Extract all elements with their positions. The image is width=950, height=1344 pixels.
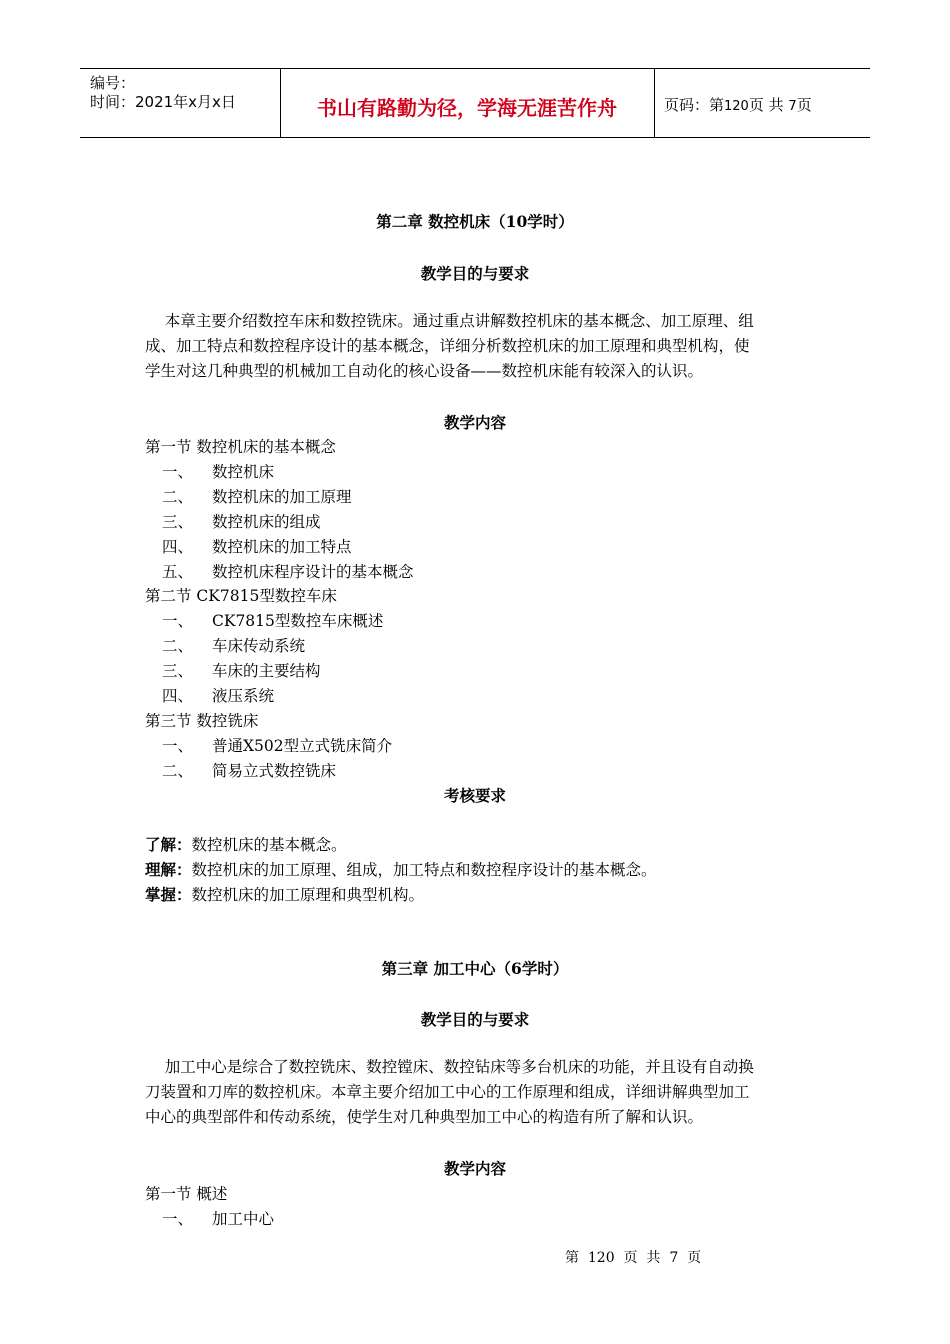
list-item: 三、 数控机床的组成 xyxy=(162,513,321,531)
section-title: 第一节 数控机床的基本概念 xyxy=(145,438,336,456)
page-code: 页码：第120页 共 7页 xyxy=(664,96,812,114)
list-item: 二、 简易立式数控铣床 xyxy=(162,762,337,780)
header-middle-cell xyxy=(280,69,655,137)
chapter3-goal-paragraph: 加工中心是综合了数控铣床、数控镗床、数控钻床等多台机床的功能，并且设有自动换 刀装置和刀库的数控机床。本章主要介绍加工中心的工作原理和组成，详细讲解典型加工 中心的典型部件和传动系统，使学生对几种典型加工中心的构造有所了解和认识。 xyxy=(145,1058,754,1126)
chapter2-title: 第二章 数控机床（10学时） xyxy=(376,212,574,231)
chapter3-content-heading: 教学内容 xyxy=(443,1159,506,1178)
chapter3-goal-heading: 教学目的与要求 xyxy=(420,1010,530,1029)
list-item: 五、 数控机床程序设计的基本概念 xyxy=(162,563,414,581)
list-item: 一、 加工中心 xyxy=(162,1210,275,1228)
number-label: 编号： xyxy=(90,74,136,92)
section-title: 第二节 CK7815型数控车床 xyxy=(145,587,337,605)
section-title: 第一节 概述 xyxy=(145,1185,228,1203)
list-item: 一、 普通X502型立式铣床简介 xyxy=(162,737,393,755)
time-label: 时间：2021年x月x日 xyxy=(90,93,236,111)
chapter3-title: 第三章 加工中心（6学时） xyxy=(381,959,569,978)
assessment-heading: 考核要求 xyxy=(443,786,506,805)
motto: 书山有路勤为径，学海无涯苦作舟 xyxy=(317,96,617,120)
chapter2-goal-paragraph: 本章主要介绍数控车床和数控铣床。通过重点讲解数控机床的基本概念、加工原理、组 成、加工特点和数控程序设计的基本概念，详细分析数控机床的加工原理和典型机构，使 学生对这几种典型的机械加工自动化的核心设备——数控机床能有较深入的认识。 xyxy=(145,312,754,380)
list-item: 一、 数控机床 xyxy=(162,463,275,481)
header-left-cell xyxy=(80,69,281,137)
list-item: 四、 液压系统 xyxy=(162,687,275,705)
list-item: 一、 CK7815型数控车床概述 xyxy=(162,612,384,630)
page-header xyxy=(80,68,870,138)
list-item: 四、 数控机床的加工特点 xyxy=(162,538,352,556)
chapter2-goal-heading: 教学目的与要求 xyxy=(420,264,530,283)
assessment-item: 理解：数控机床的加工原理、组成，加工特点和数控程序设计的基本概念。 xyxy=(145,860,657,879)
header-right-cell xyxy=(654,69,870,137)
list-item: 二、 数控机床的加工原理 xyxy=(162,488,352,506)
list-item: 三、 车床的主要结构 xyxy=(162,662,321,680)
assessment-item: 了解：数控机床的基本概念。 xyxy=(145,835,347,854)
assessment-item: 掌握：数控机床的加工原理和典型机构。 xyxy=(145,885,425,904)
chapter2-content-heading: 教学内容 xyxy=(443,413,506,432)
section-title: 第三节 数控铣床 xyxy=(145,712,259,730)
page-footer: 第 120 页 共 7 页 xyxy=(565,1250,702,1266)
list-item: 二、 车床传动系统 xyxy=(162,637,306,655)
